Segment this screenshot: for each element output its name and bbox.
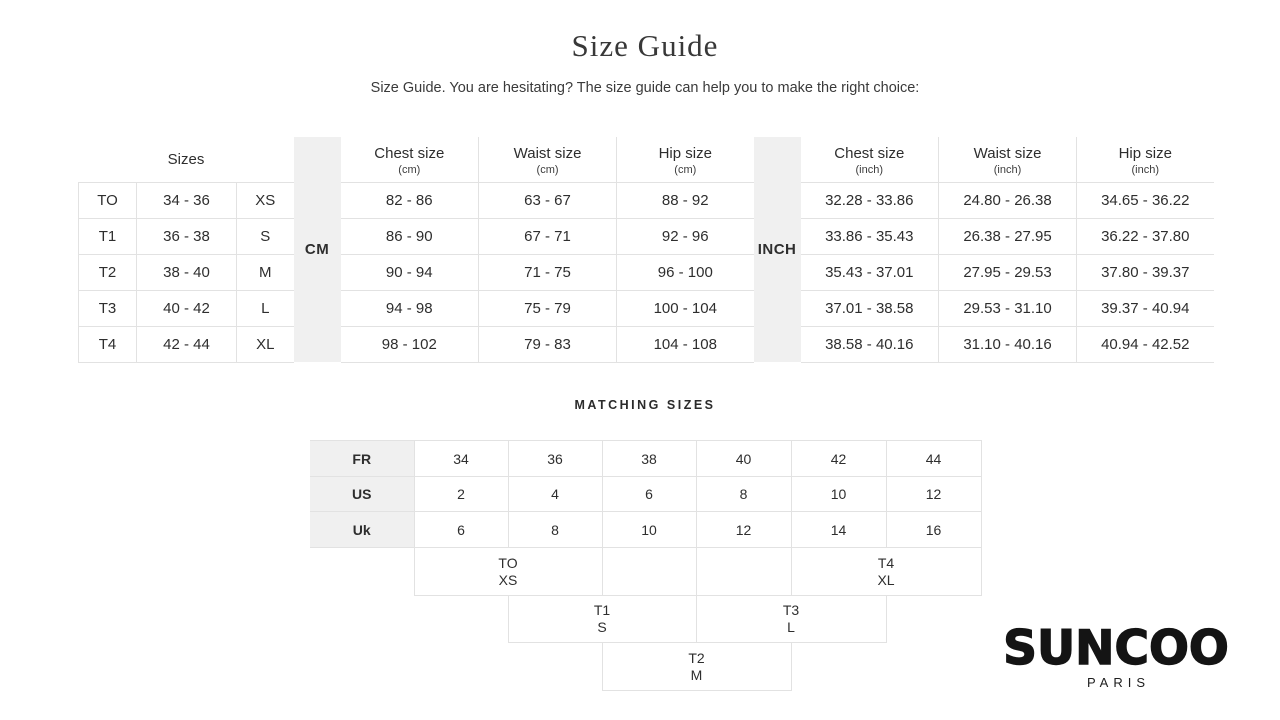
chest-cm-cell: 90 - 94 — [341, 254, 479, 290]
page-title: Size Guide — [571, 28, 719, 63]
header-unit: (cm) — [536, 163, 559, 176]
size-letter-cell: XS — [237, 182, 294, 218]
bracket-letter: XL — [877, 571, 895, 588]
hip-inch-cell: 40.94 - 42.52 — [1077, 326, 1214, 362]
bracket-letter: S — [597, 619, 607, 635]
size-range-cell: 36 - 38 — [137, 218, 237, 254]
waist-cm-cell: 71 - 75 — [479, 254, 617, 290]
chest-cm-cell: 86 - 90 — [341, 218, 479, 254]
cm-band — [294, 137, 341, 362]
cm-band-label: CM — [304, 241, 330, 258]
brand-city: PARIS — [1086, 675, 1151, 690]
chest-cm-cell: 98 - 102 — [341, 326, 479, 362]
header-name: Chest size — [834, 144, 905, 162]
us-size-cell: 12 — [886, 477, 981, 512]
header-unit: (inch) — [1131, 163, 1160, 176]
hip-cm-cell: 96 - 100 — [617, 254, 754, 290]
size-letter-cell: M — [237, 254, 294, 290]
bracket-letter: XS — [498, 571, 518, 588]
bracket-t4-xl — [791, 548, 981, 596]
chest-cm-cell: 82 - 86 — [341, 182, 479, 218]
spacer-cell — [602, 548, 696, 596]
bracket-t2-m — [602, 643, 791, 691]
hip-inch-cell: 34.65 - 36.22 — [1077, 182, 1214, 218]
chest-inch-cell: 38.58 - 40.16 — [801, 326, 939, 362]
size-range-cell: 34 - 36 — [137, 182, 237, 218]
spacer-cell — [310, 596, 414, 643]
waist-inch-cell: 29.53 - 31.10 — [939, 290, 1077, 326]
size-code-cell: TO — [79, 182, 137, 218]
bracket-to-xs — [414, 548, 602, 596]
us-label-cell: US — [310, 477, 414, 512]
bracket-letter: M — [690, 666, 703, 683]
bracket-code: T3 — [782, 602, 800, 618]
fr-size-cell: 42 — [791, 441, 886, 477]
bracket-code: T4 — [877, 554, 895, 571]
uk-size-cell: 12 — [696, 512, 791, 548]
matching-sizes-heading: MATCHING SIZES — [574, 398, 716, 412]
table-row — [79, 290, 1214, 326]
matching-sizes-table — [310, 440, 982, 691]
header-unit: (cm) — [674, 163, 697, 176]
hip-inch-cell: 39.37 - 40.94 — [1077, 290, 1214, 326]
fr-size-cell: 38 — [602, 441, 696, 477]
us-size-cell: 8 — [696, 477, 791, 512]
spacer-cell — [508, 643, 602, 691]
uk-size-cell: 14 — [791, 512, 886, 548]
bracket-letter: L — [787, 619, 795, 635]
size-letter-cell: XL — [237, 326, 294, 362]
brand-name: SUNCOO — [1003, 621, 1229, 676]
spacer-cell — [310, 643, 414, 691]
hip-cm-cell: 88 - 92 — [617, 182, 754, 218]
hip-cm-cell: 100 - 104 — [617, 290, 754, 326]
fr-size-cell: 40 — [696, 441, 791, 477]
chest-inch-header — [801, 137, 939, 182]
waist-cm-header — [479, 137, 617, 182]
waist-cm-cell: 75 - 79 — [479, 290, 617, 326]
table-row — [79, 182, 1214, 218]
uk-size-cell: 6 — [414, 512, 508, 548]
us-size-cell: 10 — [791, 477, 886, 512]
size-code-cell: T1 — [79, 218, 137, 254]
header-name: Waist size — [973, 144, 1042, 162]
table-row — [310, 441, 981, 477]
us-size-cell: 2 — [414, 477, 508, 512]
chest-cm-cell: 94 - 98 — [341, 290, 479, 326]
header-name: Hip size — [658, 144, 712, 162]
size-letter-cell: S — [237, 218, 294, 254]
uk-label-cell: Uk — [310, 512, 414, 548]
fr-size-cell: 34 — [414, 441, 508, 477]
header-name: Chest size — [374, 144, 445, 162]
size-range-cell: 40 - 42 — [137, 290, 237, 326]
hip-inch-cell: 36.22 - 37.80 — [1077, 218, 1214, 254]
table-row — [79, 218, 1214, 254]
bracket-code: T2 — [688, 649, 705, 666]
page-subtitle: Size Guide. You are hesitating? The size guide can help you to make the right choice: — [370, 80, 920, 96]
spacer-cell — [414, 596, 508, 643]
header-unit: (inch) — [855, 163, 884, 176]
hip-cm-cell: 92 - 96 — [617, 218, 754, 254]
spacer-cell — [696, 548, 791, 596]
table-row — [310, 477, 981, 512]
fr-label-cell: FR — [310, 441, 414, 477]
size-code-cell: T3 — [79, 290, 137, 326]
hip-cm-cell: 104 - 108 — [617, 326, 754, 362]
fr-size-cell: 44 — [886, 441, 981, 477]
waist-cm-cell: 67 - 71 — [479, 218, 617, 254]
chest-inch-cell: 32.28 - 33.86 — [801, 182, 939, 218]
waist-inch-header — [939, 137, 1077, 182]
hip-inch-cell: 37.80 - 39.37 — [1077, 254, 1214, 290]
table-row — [310, 512, 981, 548]
uk-size-cell: 10 — [602, 512, 696, 548]
hip-inch-header — [1077, 137, 1214, 182]
inch-band-label: INCH — [757, 241, 797, 258]
table-row — [79, 254, 1214, 290]
waist-inch-cell: 27.95 - 29.53 — [939, 254, 1077, 290]
fr-size-cell: 36 — [508, 441, 602, 477]
waist-inch-cell: 31.10 - 40.16 — [939, 326, 1077, 362]
bracket-t3-l — [696, 596, 886, 643]
spacer-cell — [414, 643, 508, 691]
hip-cm-header — [617, 137, 754, 182]
chest-inch-cell: 37.01 - 38.58 — [801, 290, 939, 326]
header-name: Hip size — [1118, 144, 1172, 162]
size-table-header-row — [79, 137, 1214, 182]
bracket-row — [310, 643, 981, 691]
us-size-cell: 4 — [508, 477, 602, 512]
size-table — [78, 137, 1214, 363]
bracket-row — [310, 548, 981, 596]
spacer-cell — [886, 643, 981, 691]
bracket-code: TO — [498, 554, 518, 571]
brand-logo — [1000, 621, 1232, 690]
bracket-t1-s — [508, 596, 696, 643]
size-letter-cell: L — [237, 290, 294, 326]
size-code-cell: T2 — [79, 254, 137, 290]
size-range-cell: 38 - 40 — [137, 254, 237, 290]
table-row — [79, 326, 1214, 362]
waist-cm-cell: 79 - 83 — [479, 326, 617, 362]
bracket-row — [310, 596, 981, 643]
uk-size-cell: 16 — [886, 512, 981, 548]
size-range-cell: 42 - 44 — [137, 326, 237, 362]
bracket-code: T1 — [593, 602, 611, 618]
header-unit: (inch) — [993, 163, 1022, 176]
chest-inch-cell: 33.86 - 35.43 — [801, 218, 939, 254]
waist-cm-cell: 63 - 67 — [479, 182, 617, 218]
inch-band — [754, 137, 801, 362]
waist-inch-cell: 26.38 - 27.95 — [939, 218, 1077, 254]
spacer-cell — [791, 643, 886, 691]
header-unit: (cm) — [398, 163, 421, 176]
chest-inch-cell: 35.43 - 37.01 — [801, 254, 939, 290]
spacer-cell — [310, 548, 414, 596]
uk-size-cell: 8 — [508, 512, 602, 548]
waist-inch-cell: 24.80 - 26.38 — [939, 182, 1077, 218]
size-code-cell: T4 — [79, 326, 137, 362]
chest-cm-header — [341, 137, 479, 182]
us-size-cell: 6 — [602, 477, 696, 512]
header-name: Waist size — [513, 144, 582, 162]
sizes-column-header: Sizes — [79, 137, 294, 182]
spacer-cell — [886, 596, 981, 643]
